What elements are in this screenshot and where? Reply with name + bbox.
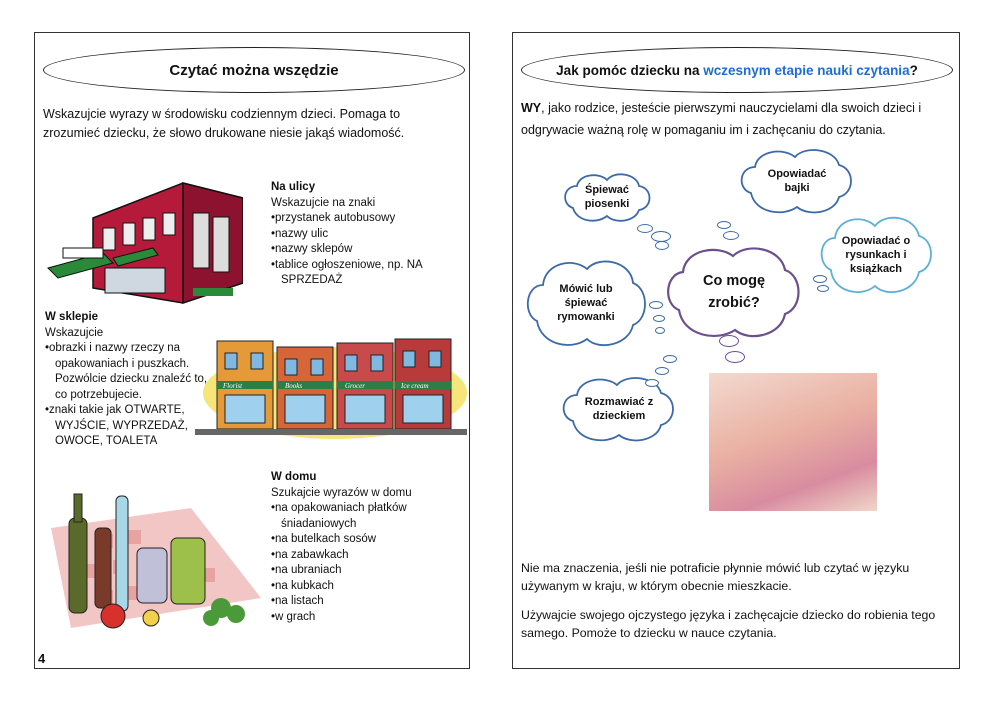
list-item: • na butelkach sosów [271,532,461,548]
thought-dot [723,231,739,240]
right-title-oval [521,47,953,93]
right-intro [521,97,951,141]
street-subtitle: Wskazujcie na znaki [271,196,376,209]
thought-dot [717,221,731,229]
list-item: • na opakowaniach płatków śniadaniowych [271,501,461,532]
kitchen-groceries-illustration [41,488,269,638]
title-text-after: ? [909,62,918,78]
list-item: • tablice ogłoszeniowe, np. NA SPRZEDAŻ [271,258,461,289]
home-section [271,470,461,625]
thought-dot [655,241,669,250]
bubble-text: Mówić lub śpiewać rymowanki [557,283,615,323]
thought-bubble-talk [557,373,681,445]
bubble-text: Śpiewać piosenki [584,184,630,210]
thought-dot [663,355,677,363]
center-bubble-text: Co mogę zrobić? [702,273,766,311]
street-heading: Na ulicy [271,181,316,193]
left-title-oval [43,47,465,93]
thought-bubble-rhymes [521,251,651,355]
thought-dot [719,335,739,347]
right-page [512,32,960,669]
right-para-2: Używajcie swojego ojczystego języka i zachęcajcie dziecko do robienia tego samego. Pomoże to dziecku w nauce czytania. [521,608,936,640]
shop-sign-books: Books [285,382,303,390]
shop-section [45,310,215,450]
storefront-illustration [43,173,243,313]
right-page-title [556,63,918,78]
page-number: 4 [38,651,46,666]
list-item: • znaki takie jak OTWARTE, WYJŚCIE, WYPRZEDAŻ, OWOCE, TOALETA [45,403,215,450]
shop-sign-florist: Florist [223,382,243,390]
intro-text: , jako rodzice, jesteście pierwszymi nauczycielami dla swoich dzieci i odgrywacie ważną rolę w pomaganiu im i zachęcaniu do czytania. [521,101,922,137]
shop-sign-icecream: Ice cream [401,382,429,390]
thought-dot [655,327,665,334]
thought-dot [813,275,827,283]
intro-emphasis: WY [521,101,542,115]
left-page [34,32,470,669]
list-item: • nazwy ulic [271,227,461,243]
thought-dot [653,315,665,322]
thought-dot [725,351,745,363]
bubble-text: Opowiadać o rysunkach i książkach [841,235,911,275]
bubble-text: Opowiadać bajki [767,168,827,194]
thought-dot [645,379,659,387]
list-item: • na listach [271,594,461,610]
list-item: • na ubraniach [271,563,461,579]
home-subtitle: Szukajcie wyrazów w domu [271,486,412,499]
thought-dot [637,224,653,233]
thought-bubble-pictures [815,208,937,302]
right-para-1: Nie ma znaczenia, jeśli nie potraficie płynnie mówić lub czytać w języku używanym w kraju, w którym obecnie mieszkacie. [521,561,910,593]
list-item: • nazwy sklepów [271,242,461,258]
list-item: • przystanek autobusowy [271,211,461,227]
thought-bubble-center [661,238,807,346]
home-heading: W domu [271,471,317,483]
title-highlight: wczesnym etapie nauki czytania [703,62,910,78]
shop-sign-grocer: Grocer [345,382,365,390]
shop-heading: W sklepie [45,311,99,323]
title-text-before: Jak pomóc dziecku na [556,62,704,78]
list-item: • w grach [271,610,461,626]
thought-dot [649,301,663,309]
street-section [271,180,461,289]
shops-street-illustration [195,333,467,441]
mother-child-photo [709,373,877,511]
list-item: • na kubkach [271,579,461,595]
list-item: • obrazki i nazwy rzeczy na opakowaniach i puszkach. Pozwólcie dziecku znaleźć to, co potrzebujecie. [45,341,215,403]
thought-dot [655,367,669,375]
left-page-title: Czytać można wszędzie [169,61,339,79]
list-item: • na zabawkach [271,548,461,564]
thought-dot [817,285,829,292]
thought-bubble-singing [559,168,655,226]
left-intro: Wskazujcie wyrazy w środowisku codziennym dzieci. Pomaga to zrozumieć dziecku, że słowo drukowane niesie jakąś wiadomość. [43,107,405,140]
bubble-text: Rozmawiać z dzieckiem [584,396,654,422]
shop-subtitle: Wskazujcie [45,326,104,339]
